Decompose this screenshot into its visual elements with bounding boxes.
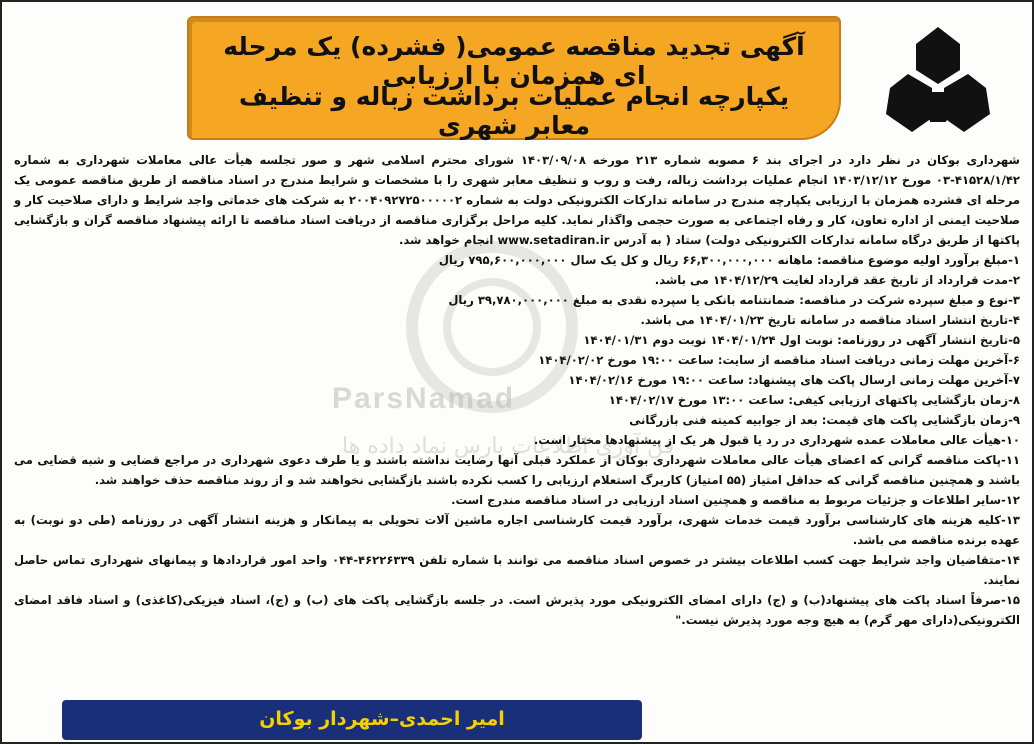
item-8: ۸-زمان بازگشایی پاکتهای ارزیابی کیفی: ساعت ۱۳:۰۰ مورخ ۱۴۰۴/۰۲/۱۷ — [608, 393, 1020, 407]
item-1: ۱-مبلغ برآورد اولیه موضوع مناقصه: ماهانه ۶۶,۳۰۰,۰۰۰,۰۰۰ ریال و کل یک سال ۷۹۵,۶۰۰,۰۰۰,۰۰۰ ریال — [438, 253, 1020, 267]
logo-caption: ۱۳۳۷ شهرداری بوکان — [908, 100, 972, 122]
item-9: ۹-زمان بازگشایی پاکت های قیمت: بعد از جوابیه کمیته فنی بازرگانی — [629, 413, 1020, 427]
item-6: ۶-آخرین مهلت زمانی دریافت اسناد مناقصه از سایت: ساعت ۱۹:۰۰ مورخ ۱۴۰۴/۰۲/۰۲ — [538, 353, 1020, 367]
item-7: ۷-آخرین مهلت زمانی ارسال پاکت های پیشنهاد: ساعت ۱۹:۰۰ مورخ ۱۴۰۴/۰۲/۱۶ — [568, 373, 1020, 387]
signature-bar — [62, 700, 642, 740]
item-4: ۴-تاریخ انتشار اسناد مناقصه در سامانه تاریخ ۱۴۰۴/۰۱/۲۳ می باشد. — [640, 313, 1020, 327]
title-line-1: آگهی تجدید مناقصه عمومی( فشرده) یک مرحله ای همزمان با ارزیابی — [223, 32, 805, 90]
ad-body — [14, 150, 1020, 680]
watermark-persian: فن آوری اطلاعات پارس نماد داده ها — [342, 434, 675, 459]
item-15: ۱۵-صرفاً اسناد پاکت های پیشنهاد(ب) و (ج) دارای امضای الکترونیکی مورد پذیرش است. در جلسه بازگشایی پاکت های (ب) و (ج)، اسناد فیزیکی(کاغذی) و اسناد فاقد امضای الکترونیکی(دارای مهر گرم) به هیچ وجه مورد پذیرش نیست." — [14, 593, 1020, 627]
title-line-2: یکپارچه انجام عملیات برداشت زباله و تنظیف معابر شهری — [238, 82, 790, 140]
item-12: ۱۲-سایر اطلاعات و جزئیات مربوط به مناقصه و همچنین اسناد ارزیابی در اسناد مناقصه مندرج است. — [451, 493, 1020, 507]
item-10: ۱۰-هیأت عالی معاملات عمده شهرداری در رد یا قبول هر یک از پیشنهادها مختار است. — [533, 433, 1020, 447]
municipality-logo-icon — [868, 22, 1008, 147]
title-banner — [187, 16, 841, 140]
watermark-brand: ParsNamad — [332, 382, 516, 415]
signature: امیر احمدی–شهردار بوکان — [259, 708, 505, 730]
item-13: ۱۳-کلیه هزینه های کارشناسی برآورد قیمت خدمات شهری، برآورد قیمت کارشناسی اجاره ماشین آلات تحویلی به پیمانکار و هزینه انتشار آگهی در روزنامه (طی دو نوبت) به عهده برنده مناقصه می باشد. — [14, 513, 1020, 547]
item-5: ۵-تاریخ انتشار آگهی در روزنامه: نوبت اول ۱۴۰۴/۰۱/۲۴ نوبت دوم ۱۴۰۴/۰۱/۳۱ — [583, 333, 1020, 347]
item-11: ۱۱-پاکت مناقصه گرانی که اعضای هیأت عالی معاملات شهرداری بوکان از عملکرد قبلی آنها رضایت نداشته باشند و یا طرف دعوی شهرداری در مراجع قضایی و شبه قضایی می باشند و همچنین مناقصه گرانی که حداقل امتیاز (۵۵ امتیاز) کاربرگ استعلام ارزیابی را کسب نکرده باشند بازگشایی نخواهند شد و از روند مناقصه حذف خواهند شد. — [14, 453, 1020, 487]
item-2: ۲-مدت قرارداد از تاریخ عقد قرارداد لغایت ۱۴۰۴/۱۲/۲۹ می باشد. — [654, 273, 1020, 287]
item-14: ۱۴-متقاضیان واجد شرایط جهت کسب اطلاعات بیشتر در خصوص اسناد مناقصه می توانند با شماره تلفن ۴۶۲۲۶۳۳۹-۰۴۴ واحد امور قراردادها و پیمانهای شهرداری تماس حاصل نمایند. — [14, 553, 1020, 587]
intro-paragraph: شهرداری بوکان در نظر دارد در اجرای بند ۶ مصوبه شماره ۲۱۳ مورخه ۱۴۰۳/۰۹/۰۸ شورای محترم اسلامی شهر و صور تجلسه هیأت عالی معاملات شهرداری به شماره ۴۱۵۲۸/۱/۴۲-۰۳ مورخ ۱۴۰۳/۱۲/۱۲ انجام عملیات برداشت زباله، رفت و روب و تنظیف معابر شهری را با مشخصات و شرایط مندرج در اسناد مناقصه از طریق مناقصه عمومی یک مرحله ای فشرده همزمان با ارزیابی یکپارچه مندرج در سامانه تدارکات الکترونیکی دولت به شماره ۲۰۰۴۰۹۲۷۲۵۰۰۰۰۰۲ به شرکت های خدماتی واجد شرایط و دارای صلاحیت کار و صلاحیت ایمنی از اداره تعاون، کار و رفاه اجتماعی به صورت حجمی واگذار نماید. کلیه مراحل برگزاری مناقصه از دریافت اسناد مناقصه تا ارائه پیشنهاد مناقصه گران و بازگشایی پاکتها از طریق درگاه سامانه تدارکات الکترونیکی دولت) ستاد ( به آدرس www.setadiran.ir انجام خواهد شد. — [14, 153, 1020, 247]
item-3: ۳-نوع و مبلغ سپرده شرکت در مناقصه: ضمانتنامه بانکی یا سپرده نقدی به مبلغ ۳۹,۷۸۰,۰۰۰,۰۰۰ ریال — [448, 293, 1020, 307]
